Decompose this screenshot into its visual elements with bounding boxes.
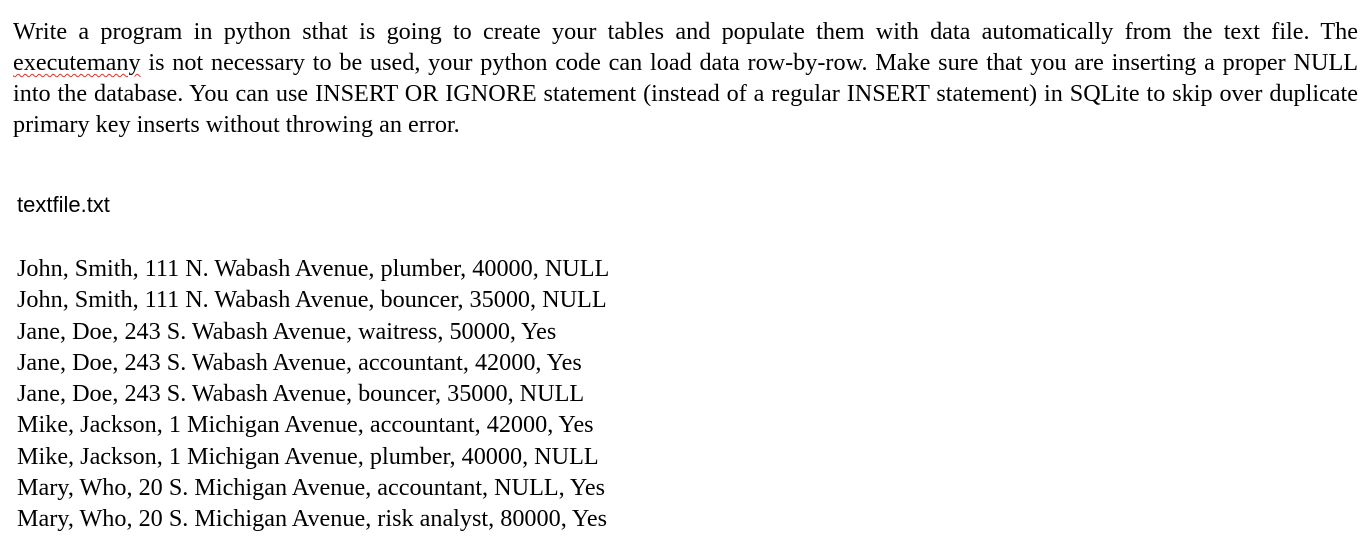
- instructions-text-after: is not necessary to be used, your python code can load data row-by-row. Make sure that you are inserting a proper NULL into the database. You can use INSERT OR IGNORE statement (instead of a regular INSERT statement) in SQLite to skip over duplicate primary key inserts without throwing an error.: [13, 49, 1358, 138]
- file-line: John, Smith, 111 N. Wabash Avenue, plumber, 40000, NULL: [17, 255, 610, 282]
- file-line: Mary, Who, 20 S. Michigan Avenue, accountant, NULL, Yes: [17, 474, 606, 502]
- file-line: Mike, Jackson, 1 Michigan Avenue, accountant, 42000, Yes: [17, 411, 594, 439]
- file-line: Jane, Doe, 243 S. Wabash Avenue, bouncer, 35000, NULL: [17, 380, 585, 408]
- instructions-paragraph: [13, 16, 1358, 140]
- file-name-label: textfile.txt: [17, 192, 110, 217]
- file-line: Mike, Jackson, 1 Michigan Avenue, plumber, 40000, NULL: [17, 442, 599, 470]
- file-line: Jane, Doe, 243 S. Wabash Avenue, accountant, 42000, Yes: [17, 348, 582, 376]
- file-line: Jane, Doe, 243 S. Wabash Avenue, waitress, 50000, Yes: [17, 317, 557, 345]
- spellcheck-flagged-word[interactable]: executemany: [13, 49, 141, 76]
- instructions-text-before: Write a program in python sthat is going to create your tables and populate them with data automatically from the text file. The: [13, 18, 1358, 45]
- file-line: John, Smith, 111 N. Wabash Avenue, bouncer, 35000, NULL: [17, 286, 607, 314]
- file-content-list: [17, 253, 609, 535]
- file-line: Mary, Who, 20 S. Michigan Avenue, risk analyst, 80000, Yes: [17, 505, 608, 533]
